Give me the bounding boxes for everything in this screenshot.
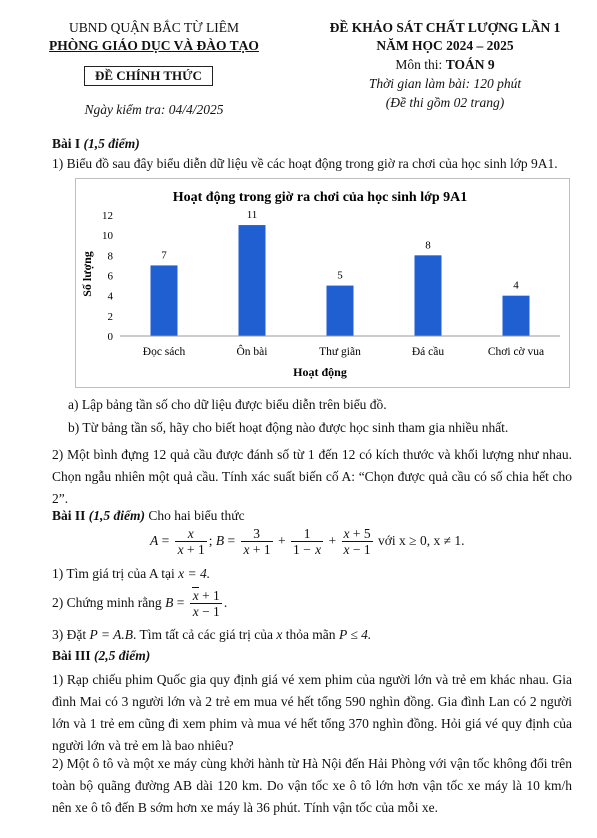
subject-value: TOÁN 9 xyxy=(445,57,495,72)
section-3-heading xyxy=(52,648,150,664)
question-2-1-value: x = 4. xyxy=(178,566,211,581)
expression-condition: với x ≥ 0, x ≠ 1. xyxy=(378,533,465,549)
bar-1 xyxy=(239,225,266,336)
y-tick-label-0: 0 xyxy=(107,331,113,343)
exam-date: Ngày kiểm tra: 04/4/2025 xyxy=(84,102,224,117)
official-label: ĐỀ CHÍNH THỨC xyxy=(84,66,213,86)
section-3-title: Bài III xyxy=(52,648,91,663)
chart-y-axis-label: Số lượng xyxy=(80,251,94,297)
bar-4 xyxy=(503,296,530,336)
question-3-1: 1) Rạp chiếu phim Quốc gia quy định giá vé xem phim của người lớn và trẻ em khác nhau. Gia đình Mai có 3 người lớn và 2 trẻ em mua vé hết tổng 590 nghìn đồng. Gia đình Lan có 2 người lớn và 1 trẻ em cũng đi xem phim và mua vé hết tổng 370 nghìn đồng. Hỏi giá vé quy định của người lớn và trẻ em là bao nhiêu? xyxy=(52,672,572,753)
bar-value-label-1: 11 xyxy=(246,209,258,222)
school-year: NĂM HỌC 2024 – 2025 xyxy=(376,38,514,53)
question-2-2: 2) Chứng minh rằng B = $\frac{x + 1}{x - 1}$ . xyxy=(52,588,228,619)
bar-2 xyxy=(327,286,354,336)
y-tick-label-1: 2 xyxy=(107,310,113,323)
question-2-3-ineq: P ≤ 4. xyxy=(338,627,372,642)
expressions-formula: A = $\frac{x}{x + 1}$ ; B = $\frac{3}{x + 1}$ + $\frac{1}{1 - x}$ + $\frac{x + 5}{x - 1}$ với x ≥ 0, x ≠ 1. xyxy=(150,526,465,557)
activity-bar-chart xyxy=(75,178,570,388)
bar-value-label-0: 7 xyxy=(161,249,167,262)
section-1-points: (1,5 điểm) xyxy=(83,136,140,151)
question-2-3-var: x xyxy=(276,627,283,642)
bar-value-label-2: 5 xyxy=(337,269,343,282)
section-3-points: (2,5 điểm) xyxy=(94,648,151,663)
question-1-1: 1) Biểu đồ sau đây biểu diễn dữ liệu về các hoạt động trong giờ ra chơi của học sinh lớp 9A1. xyxy=(52,156,558,171)
bar-value-label-4: 4 xyxy=(513,279,519,292)
question-2-2-text: 2) Chứng minh rằng xyxy=(52,595,162,611)
question-1-1b: b) Từ bảng tần số, hãy cho biết hoạt động nào được học sinh tham gia nhiều nhất. xyxy=(68,420,509,435)
question-1-2: 2) Một bình đựng 12 quả cầu được đánh số từ 1 đến 12 có kích thước và khối lượng như nhau. Chọn ngẫu nhiên một quả cầu. Tính xác suất biến cố A: “Chọn được quả cầu có số chia hết cho 2”. xyxy=(52,447,572,506)
department-name: UBND QUẬN BẮC TỪ LIÊM xyxy=(69,20,239,35)
question-2-1 xyxy=(52,566,210,582)
exam-title: ĐỀ KHẢO SÁT CHẤT LƯỢNG LẦN 1 xyxy=(329,20,561,35)
section-2-points: (1,5 điểm) xyxy=(88,508,146,523)
question-2-1-text: 1) Tìm giá trị của A tại xyxy=(52,566,175,581)
y-tick-label-5: 10 xyxy=(102,230,113,243)
section-2-heading xyxy=(52,508,245,524)
office-name: PHÒNG GIÁO DỤC VÀ ĐÀO TẠO xyxy=(49,38,259,53)
x-tick-label-0: Đọc sách xyxy=(142,346,186,358)
section-2-intro: Cho hai biểu thức xyxy=(148,508,245,523)
y-tick-label-3: 6 xyxy=(107,270,113,283)
subject-line xyxy=(300,57,590,73)
y-tick-label-2: 4 xyxy=(107,290,113,303)
y-tick-label-4: 8 xyxy=(107,250,113,263)
x-tick-label-1: Ôn bài xyxy=(236,346,268,358)
chart-x-axis-label: Hoạt động xyxy=(293,365,347,379)
x-tick-label-3: Đá cầu xyxy=(411,346,445,358)
question-3-2: 2) Một ô tô và một xe máy cùng khởi hành từ Hà Nội đến Hải Phòng với vận tốc không đổi trên toàn bộ quãng đường AB dài 120 km. Do vận tốc xe ô tô lớn hơn vận tốc xe máy là 10 km/h nên xe ô tô đến B sớm hơn xe máy là 36 phút. Tính vận tốc của mỗi xe. xyxy=(52,756,572,815)
x-tick-label-2: Thư giãn xyxy=(319,346,361,358)
section-2-title: Bài II xyxy=(52,508,86,523)
y-tick-label-6: 12 xyxy=(102,210,113,222)
question-2-3 xyxy=(52,627,371,643)
chart-title: Hoạt động trong giờ ra chơi của học sinh lớp 9A1 xyxy=(172,190,468,205)
question-2-3-expr: P = A.B xyxy=(89,627,133,642)
question-2-3-text-c: thỏa mãn xyxy=(285,627,336,642)
question-2-3-text-a: 3) Đặt xyxy=(52,627,87,642)
subject-label: Môn thi: xyxy=(395,57,443,72)
section-1-title: Bài I xyxy=(52,136,81,151)
question-2-3-text-b: . Tìm tất cả các giá trị của xyxy=(133,627,273,642)
section-1-heading xyxy=(52,136,140,152)
pages-note: (Đề thi gồm 02 trang) xyxy=(385,95,505,110)
bar-0 xyxy=(151,265,178,336)
bar-value-label-3: 8 xyxy=(425,239,431,252)
duration: Thời gian làm bài: 120 phút xyxy=(368,76,522,91)
bar-3 xyxy=(415,255,442,336)
question-1-1a: a) Lập bảng tần số cho dữ liệu được biểu diễn trên biểu đồ. xyxy=(68,397,387,412)
x-tick-label-4: Chơi cờ vua xyxy=(487,346,545,358)
